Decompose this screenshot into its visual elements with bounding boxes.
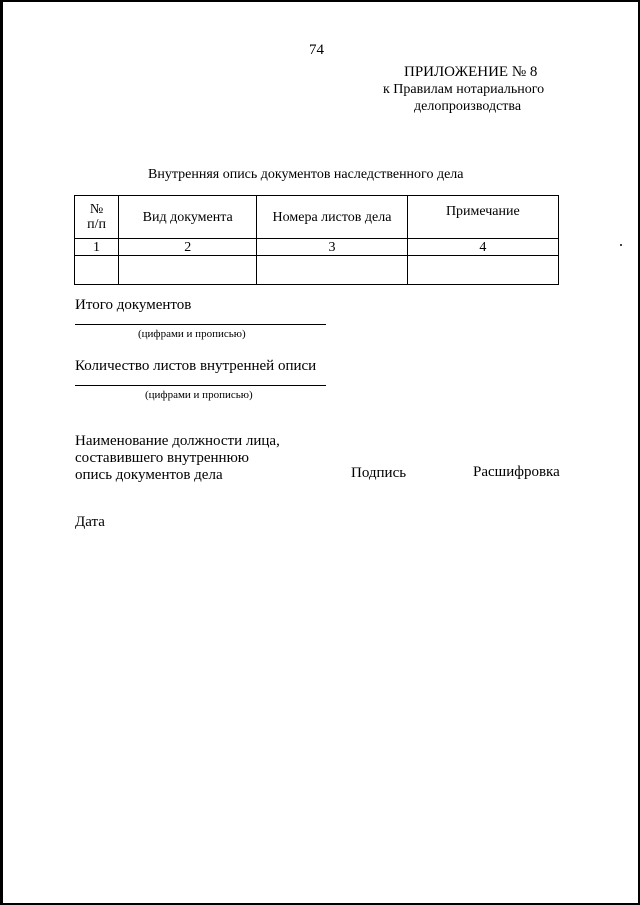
table-cell[interactable] [119,256,257,285]
column-number-cell: 3 [257,239,407,256]
document-title: Внутренняя опись документов наследственного дела [148,167,464,182]
total-documents-label: Итого документов [75,297,192,313]
table-row [75,256,559,285]
table-cell[interactable] [75,256,119,285]
header-note: Примечание [407,196,558,239]
table-header-row [75,196,559,239]
position-label-line2: составившего внутреннюю [75,450,249,466]
inventory-table [74,195,559,285]
scan-border-top [0,0,640,2]
appendix-title: ПРИЛОЖЕНИЕ № 8 [404,64,538,80]
column-number-cell: 4 [407,239,558,256]
sheet-count-label: Количество листов внутренней описи [75,358,317,374]
total-documents-line[interactable] [75,324,326,325]
signature-label: Подпись [351,465,407,481]
header-number-sign: № [89,202,104,217]
position-label-line1: Наименование должности лица, [75,433,280,449]
sheet-count-line[interactable] [75,385,326,386]
page-number: 74 [309,42,324,58]
position-label-line3: опись документов дела [75,467,223,483]
decoding-label: Расшифровка [473,464,560,480]
header-number [75,196,119,239]
table-column-number-row [75,239,559,256]
table-cell[interactable] [407,256,558,285]
table-cell[interactable] [257,256,407,285]
header-sheet-numbers: Номера листов дела [257,196,407,239]
column-number-cell: 2 [119,239,257,256]
sheet-count-hint: (цифрами и прописью) [145,389,253,401]
scan-speck [620,244,622,246]
scan-border-left [0,0,3,905]
appendix-subtitle-line2: делопроизводства [414,99,522,114]
appendix-subtitle-line1: к Правилам нотариального [383,82,545,97]
header-doc-type: Вид документа [119,196,257,239]
total-documents-hint: (цифрами и прописью) [138,328,246,340]
date-label: Дата [75,514,105,530]
column-number-cell: 1 [75,239,119,256]
header-number-abbr: п/п [87,217,106,232]
